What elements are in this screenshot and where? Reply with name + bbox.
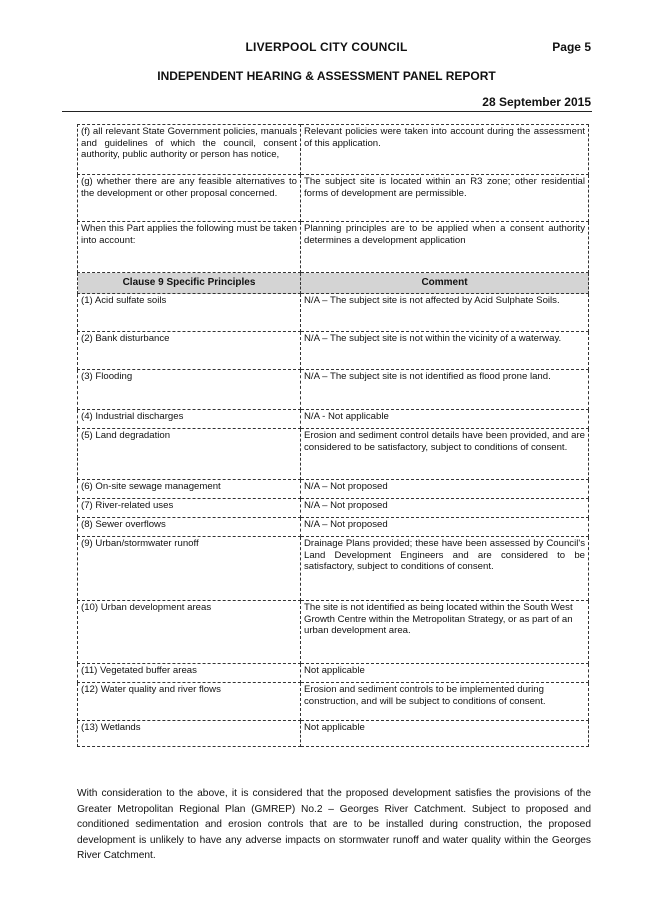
comment-cell: Not applicable bbox=[301, 664, 589, 683]
table-header-row bbox=[78, 273, 589, 294]
principle-cell: (12) Water quality and river flows bbox=[78, 683, 301, 721]
header-divider bbox=[62, 111, 592, 112]
principle-cell: (1) Acid sulfate soils bbox=[78, 294, 301, 332]
principle-cell: (13) Wetlands bbox=[78, 721, 301, 747]
report-date: 28 September 2015 bbox=[482, 95, 591, 109]
table-row bbox=[78, 683, 589, 721]
table-row bbox=[78, 601, 589, 664]
table-row bbox=[78, 125, 589, 175]
comment-cell: The subject site is located within an R3 zone; other residential forms of development are permissible. bbox=[301, 175, 589, 222]
comment-cell: N/A – Not proposed bbox=[301, 499, 589, 518]
comment-cell: N/A – The subject site is not identified as flood prone land. bbox=[301, 370, 589, 410]
comment-cell: N/A – Not proposed bbox=[301, 518, 589, 537]
principle-cell: (10) Urban development areas bbox=[78, 601, 301, 664]
comment-cell: N/A – The subject site is not affected by Acid Sulphate Soils. bbox=[301, 294, 589, 332]
table-row bbox=[78, 429, 589, 480]
comment-cell: Planning principles are to be applied when a consent authority determines a development application bbox=[301, 222, 589, 273]
criterion-cell: (g) whether there are any feasible alternatives to the development or other proposal concerned. bbox=[78, 175, 301, 222]
comment-cell: Erosion and sediment control details have been provided, and are considered to be satisfactory, subject to conditions of consent. bbox=[301, 429, 589, 480]
principle-cell: (7) River-related uses bbox=[78, 499, 301, 518]
principles-column-header: Clause 9 Specific Principles bbox=[78, 273, 301, 294]
table-row bbox=[78, 499, 589, 518]
table-row bbox=[78, 664, 589, 683]
table-row bbox=[78, 410, 589, 429]
page-number: Page 5 bbox=[552, 40, 591, 54]
table-row bbox=[78, 480, 589, 499]
comment-cell: Erosion and sediment controls to be implemented during construction, and will be subject to conditions of consent. bbox=[301, 683, 589, 721]
principle-cell: (4) Industrial discharges bbox=[78, 410, 301, 429]
comment-cell: Not applicable bbox=[301, 721, 589, 747]
comment-cell: Drainage Plans provided; these have been assessed by Council's Land Development Engineers and are considered to be satisfactory, subject to conditions of consent. bbox=[301, 537, 589, 601]
criterion-cell: (f) all relevant State Government policies, manuals and guidelines of which the council, consent authority, public authority or person has notice, bbox=[78, 125, 301, 175]
table-row bbox=[78, 222, 589, 273]
criterion-cell: When this Part applies the following must be taken into account: bbox=[78, 222, 301, 273]
principle-cell: (9) Urban/stormwater runoff bbox=[78, 537, 301, 601]
table-row bbox=[78, 332, 589, 370]
principle-cell: (2) Bank disturbance bbox=[78, 332, 301, 370]
comment-cell: Relevant policies were taken into account during the assessment of this application. bbox=[301, 125, 589, 175]
comment-cell: N/A - Not applicable bbox=[301, 410, 589, 429]
principle-cell: (3) Flooding bbox=[78, 370, 301, 410]
principle-cell: (8) Sewer overflows bbox=[78, 518, 301, 537]
table-row bbox=[78, 721, 589, 747]
council-name: LIVERPOOL CITY COUNCIL bbox=[245, 40, 408, 54]
report-title: INDEPENDENT HEARING & ASSESSMENT PANEL REPORT bbox=[157, 69, 496, 83]
comment-cell: The site is not identified as being located within the South West Growth Centre within the Metropolitan Strategy, or as part of an urban development area. bbox=[301, 601, 589, 664]
principle-cell: (5) Land degradation bbox=[78, 429, 301, 480]
assessment-table bbox=[77, 124, 589, 747]
principle-cell: (6) On-site sewage management bbox=[78, 480, 301, 499]
principle-cell: (11) Vegetated buffer areas bbox=[78, 664, 301, 683]
conclusion-paragraph: With consideration to the above, it is considered that the proposed development satisfies the provisions of the Greater Metropolitan Regional Plan (GMREP) No.2 – Georges River Catchment. Subject to proposed and conditioned sedimentation and erosion controls that are to be installed during construction, the proposed development is unlikely to have any adverse impacts on stormwater runoff and water quality within the Georges River Catchment. bbox=[77, 788, 591, 862]
table-row bbox=[78, 537, 589, 601]
comment-column-header: Comment bbox=[301, 273, 589, 294]
table-row bbox=[78, 518, 589, 537]
comment-cell: N/A – The subject site is not within the vicinity of a waterway. bbox=[301, 332, 589, 370]
table-row bbox=[78, 370, 589, 410]
comment-cell: N/A – Not proposed bbox=[301, 480, 589, 499]
table-row bbox=[78, 294, 589, 332]
table-row bbox=[78, 175, 589, 222]
